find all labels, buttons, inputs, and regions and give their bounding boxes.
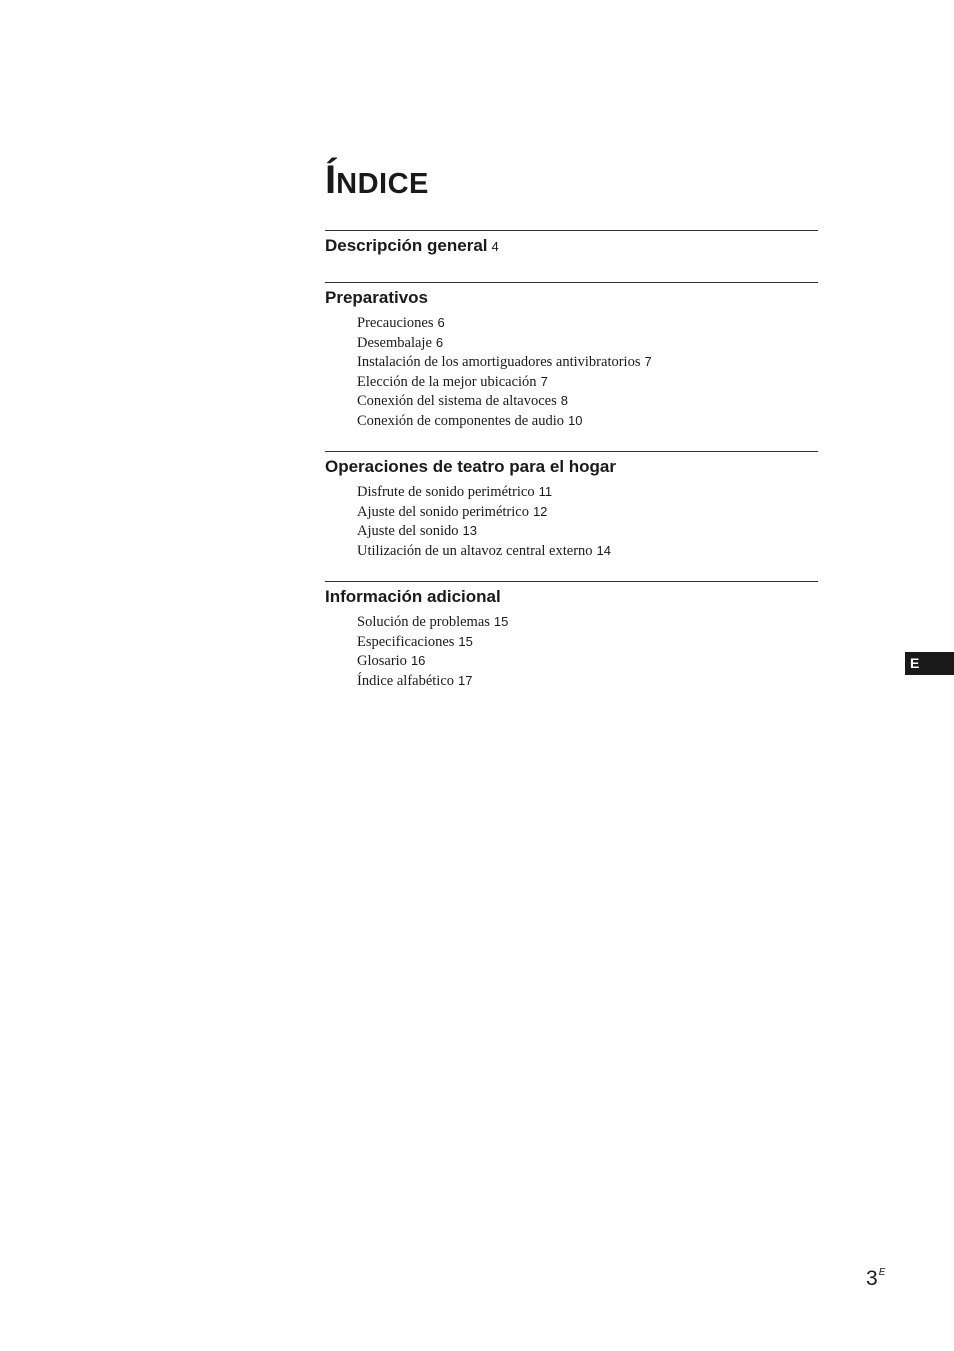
toc-entry-label: Ajuste del sonido bbox=[357, 523, 459, 539]
toc-entry bbox=[357, 541, 818, 561]
toc-entry-page: 8 bbox=[560, 393, 568, 408]
toc-section-overview bbox=[325, 230, 818, 261]
toc-entry-page: 16 bbox=[410, 653, 426, 668]
toc-entry-label: Solución de problemas bbox=[357, 614, 490, 630]
toc-entry-label: Instalación de los amortiguadores antivibratorios bbox=[357, 354, 641, 370]
toc-entry bbox=[357, 352, 818, 372]
toc-entry bbox=[357, 482, 818, 502]
toc-entry bbox=[357, 671, 818, 691]
toc-entry bbox=[357, 333, 818, 353]
toc-entry bbox=[357, 521, 818, 541]
section-heading-label: Operaciones de teatro para el hogar bbox=[325, 457, 616, 476]
toc-entry-page: 15 bbox=[458, 633, 473, 649]
page-title-rest: NDICE bbox=[336, 168, 429, 200]
section-heading-label: Descripción general bbox=[325, 236, 488, 255]
toc-entry bbox=[357, 651, 818, 671]
toc-entry-page: 6 bbox=[435, 334, 444, 350]
toc-entry bbox=[357, 411, 818, 431]
toc-section-preparations bbox=[325, 282, 818, 430]
toc-entry-label: Utilización de un altavoz central externo bbox=[357, 542, 593, 559]
toc-entry bbox=[357, 372, 818, 392]
toc-entry-label: Conexión del sistema de altavoces bbox=[357, 393, 557, 409]
toc-entry-label: Especificaciones bbox=[357, 633, 455, 650]
toc-section-additional-info bbox=[325, 581, 818, 690]
section-heading bbox=[325, 452, 818, 482]
toc-entry-page: 15 bbox=[493, 614, 509, 629]
toc-section-home-theater bbox=[325, 451, 818, 560]
toc-entry bbox=[357, 502, 818, 522]
toc-entry-page: 7 bbox=[644, 354, 652, 369]
toc-entry bbox=[357, 632, 818, 652]
toc-entry-label: Glosario bbox=[357, 653, 407, 669]
toc-entry-page: 12 bbox=[532, 503, 548, 519]
toc-entry-page: 10 bbox=[567, 412, 583, 428]
section-heading bbox=[325, 283, 818, 313]
toc-entry-list bbox=[325, 313, 818, 430]
toc-entry-label: Disfrute de sonido perimétrico bbox=[357, 484, 535, 500]
toc-entry-page: 14 bbox=[596, 542, 611, 558]
toc-entry-page: 13 bbox=[462, 523, 477, 538]
toc-entry-label: Índice alfabético bbox=[357, 672, 455, 689]
toc-entry bbox=[357, 313, 818, 333]
toc-entry-list bbox=[325, 482, 818, 560]
section-page-number: 4 bbox=[491, 239, 499, 254]
section-heading bbox=[325, 582, 818, 612]
toc-entry-page: 6 bbox=[437, 315, 445, 330]
toc-entry-label: Desembalaje bbox=[357, 334, 432, 351]
toc-entry-page: 17 bbox=[458, 672, 473, 688]
page-number-suffix: E bbox=[878, 1267, 886, 1278]
toc-entry-label: Conexión de componentes de audio bbox=[357, 412, 564, 429]
toc-entry-page: 11 bbox=[538, 484, 553, 499]
toc-entry-label: Precauciones bbox=[357, 315, 434, 331]
toc-entry-page: 7 bbox=[540, 373, 548, 389]
page-title bbox=[325, 160, 429, 200]
page-title-initial: Í bbox=[325, 158, 337, 202]
toc-entry bbox=[357, 391, 818, 411]
section-heading bbox=[325, 231, 818, 261]
toc-entry-label: Ajuste del sonido perimétrico bbox=[357, 503, 529, 520]
toc-entry-list bbox=[325, 612, 818, 690]
toc-entry-label: Elección de la mejor ubicación bbox=[357, 373, 537, 390]
page-number-value: 3 bbox=[866, 1267, 878, 1290]
language-tab: E bbox=[905, 652, 954, 675]
page-number bbox=[866, 1268, 885, 1289]
toc-entry bbox=[357, 612, 818, 632]
section-heading-label: Preparativos bbox=[325, 288, 428, 307]
section-heading-label: Información adicional bbox=[325, 587, 501, 606]
